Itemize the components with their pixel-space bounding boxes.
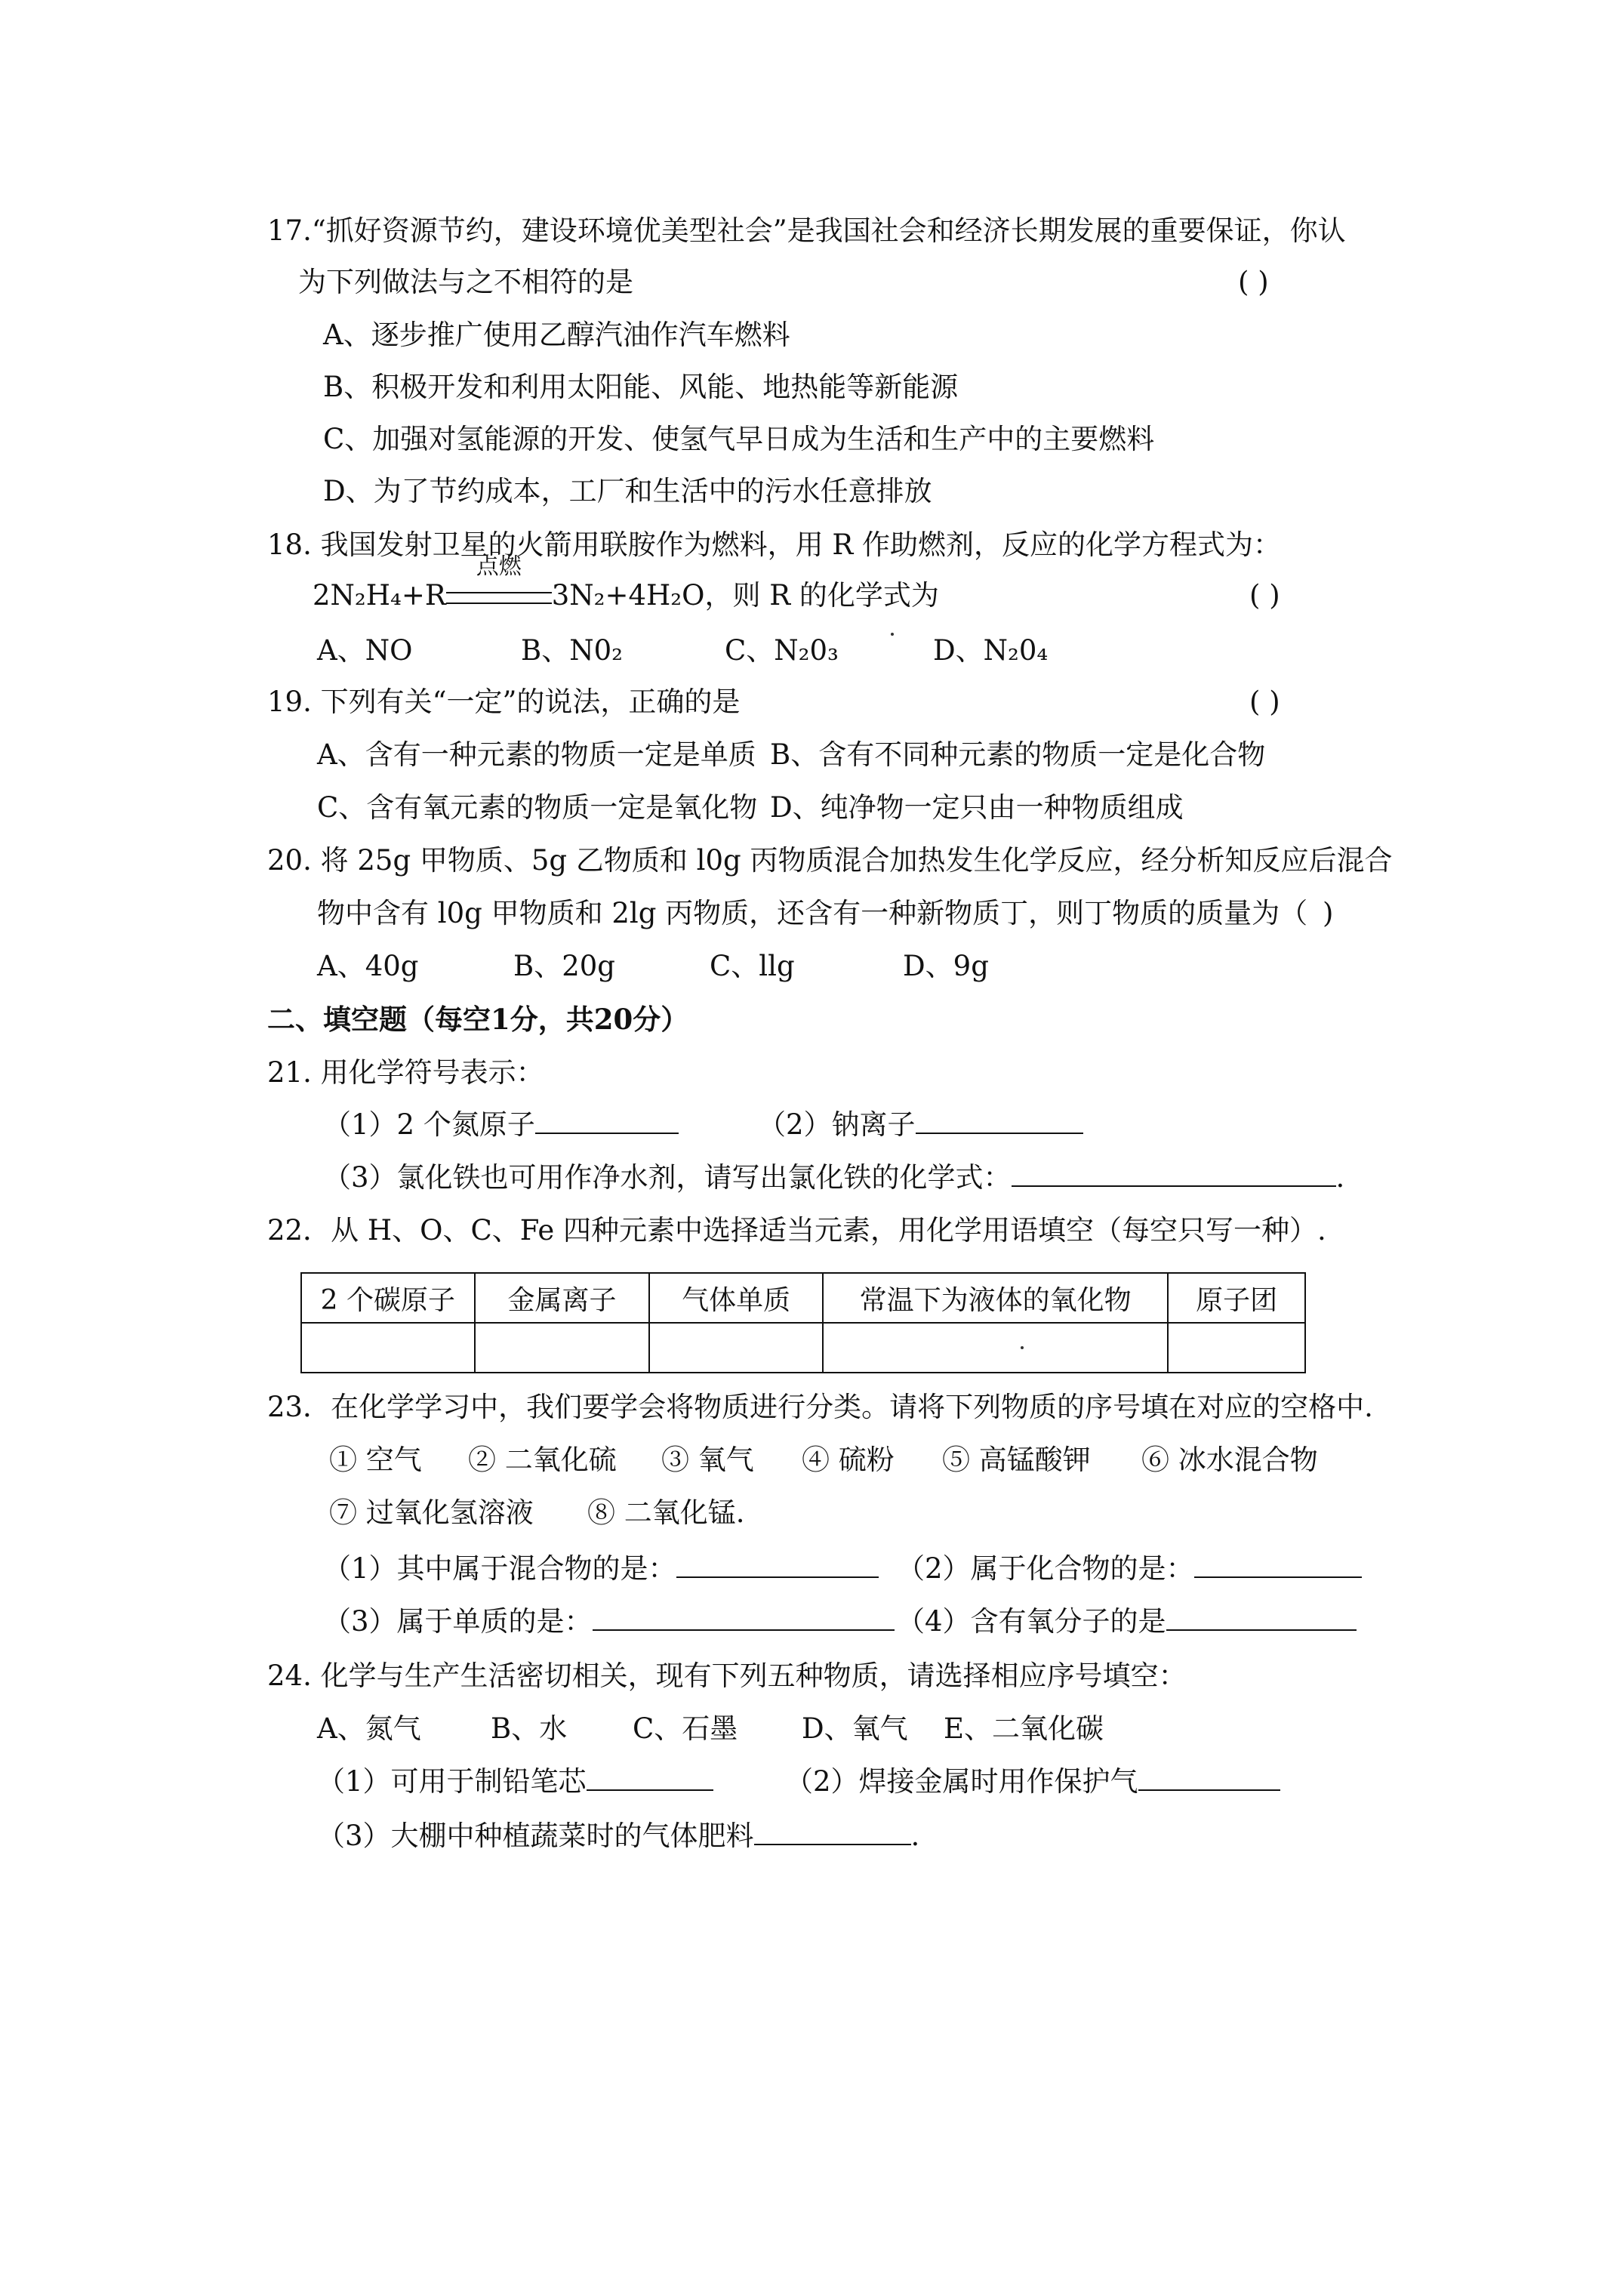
table-answer-cell[interactable] <box>301 1323 475 1373</box>
table-answer-cell[interactable] <box>475 1323 650 1373</box>
q24-item1-blank[interactable] <box>587 1764 713 1791</box>
table-answer-cell[interactable] <box>649 1323 823 1373</box>
q19-stem: 19. 下列有关“一定”的说法，正确的是 <box>267 686 741 718</box>
q23-substance-3: ③ 氧气 <box>661 1444 754 1476</box>
q18-answer-paren: ( ) <box>1249 579 1280 612</box>
q23-substance-2: ② 二氧化硫 <box>468 1444 617 1476</box>
scan-speck <box>891 633 894 636</box>
q23-item2-blank[interactable] <box>1194 1551 1362 1578</box>
q24-option-e: E、二氧化碳 <box>944 1712 1104 1745</box>
table-header-cell: 金属离子 <box>475 1273 650 1323</box>
table-header-cell: 常温下为液体的氧化物 <box>823 1273 1168 1323</box>
q23-item3-label: （3）属于单质的是： <box>323 1605 593 1638</box>
q18-option-d: D、N₂0₄ <box>933 634 1049 667</box>
q21-stem: 21. 用化学符号表示： <box>267 1056 544 1089</box>
q21-item3-blank[interactable] <box>1012 1160 1336 1187</box>
q18-equation-left: 2N₂H₄+R <box>313 579 446 612</box>
q20-answer-paren-close: ) <box>1323 897 1334 929</box>
q17-answer-paren: ( ) <box>1238 266 1269 298</box>
q24-option-c: C、石墨 <box>633 1712 738 1745</box>
q23-item3-blank[interactable] <box>593 1604 895 1631</box>
q21-item3-label: （3）氯化铁也可用作净水剂，请写出氯化铁的化学式： <box>323 1161 1012 1194</box>
q24-item2 <box>785 1764 1280 1800</box>
q18-equation-arrow <box>446 553 552 614</box>
table-header-cell: 原子团 <box>1168 1273 1305 1323</box>
q23-item4-blank[interactable] <box>1166 1604 1357 1631</box>
q21-item1-label: （1）2 个氮原子 <box>323 1108 535 1141</box>
q17-option-a: A、逐步推广使用乙醇汽油作汽车燃料 <box>323 319 790 351</box>
q21-item1-blank[interactable] <box>535 1107 679 1134</box>
q21-item2-blank[interactable] <box>916 1107 1083 1134</box>
q21-item1 <box>323 1107 679 1143</box>
q19-option-d: D、纯净物一定只由一种物质组成 <box>770 791 1184 824</box>
q23-substance-6: ⑥ 冰水混合物 <box>1141 1444 1318 1476</box>
q24-item2-blank[interactable] <box>1138 1764 1280 1791</box>
q20-option-c: C、llg <box>710 950 795 982</box>
q23-substance-8: ⑧ 二氧化锰. <box>587 1496 745 1529</box>
q20-option-b: B、20g <box>513 950 615 982</box>
q24-item1 <box>317 1764 713 1800</box>
q18-option-a: A、NO <box>317 634 413 667</box>
q21-item3-end: . <box>1335 1161 1345 1194</box>
section-title: 二、填空题（每空1分，共20分） <box>267 1003 689 1036</box>
q18-option-c: C、N₂0₃ <box>725 634 839 667</box>
q22-stem: 22．从 H、O、C、Fe 四种元素中选择适当元素，用化学用语填空（每空只写一种）. <box>267 1214 1326 1247</box>
q24-item3-blank[interactable] <box>754 1818 911 1845</box>
q19-option-a: A、含有一种元素的物质一定是单质 <box>317 738 756 771</box>
q23-substance-4: ④ 硫粉 <box>802 1444 895 1476</box>
q18-stem-line1: 18. 我国发射卫星的火箭用联胺作为燃料，用 R 作助燃剂，反应的化学方程式为： <box>267 529 1281 561</box>
q21-item2-label: （2）钠离子 <box>758 1108 916 1141</box>
q23-item1-blank[interactable] <box>676 1551 879 1578</box>
q23-item1-label: （1）其中属于混合物的是： <box>323 1552 676 1585</box>
q18-equation-condition: 点燃 <box>476 553 522 580</box>
table-header-cell: 气体单质 <box>649 1273 823 1323</box>
q21-item2 <box>758 1107 1083 1143</box>
q19-option-c: C、含有氧元素的物质一定是氧化物 <box>317 791 758 824</box>
table-answer-row <box>301 1323 1305 1373</box>
q18-equation <box>313 553 939 614</box>
q19-answer-paren: ( ) <box>1249 686 1280 718</box>
q23-substance-5: ⑤ 高锰酸钾 <box>942 1444 1091 1476</box>
table-header-row <box>301 1273 1305 1323</box>
q24-item3-end: . <box>910 1820 920 1852</box>
q23-item3 <box>323 1604 895 1640</box>
q20-option-a: A、40g <box>317 950 419 982</box>
q17-stem-line1: 17.“抓好资源节约，建设环境优美型社会”是我国社会和经济长期发展的重要保证，你认 <box>267 214 1346 247</box>
q23-stem: 23．在化学学习中，我们要学会将物质进行分类。请将下列物质的序号填在对应的空格中. <box>267 1391 1373 1423</box>
q24-item2-label: （2）焊接金属时用作保护气 <box>785 1765 1138 1798</box>
q23-substance-7: ⑦ 过氧化氢溶液 <box>329 1496 534 1529</box>
q24-stem: 24. 化学与生产生活密切相关，现有下列五种物质，请选择相应序号填空： <box>267 1660 1187 1692</box>
q20-option-d: D、9g <box>903 950 989 982</box>
q23-item4 <box>897 1604 1357 1640</box>
q20-stem-line1: 20. 将 25g 甲物质、5g 乙物质和 l0g 丙物质混合加热发生化学反应，经分析知反应后混合 <box>267 844 1393 877</box>
q17-stem-line2: 为下列做法与之不相符的是 <box>298 266 633 298</box>
q24-option-d: D、氧气 <box>802 1712 908 1745</box>
table-header-cell: 2 个碳原子 <box>301 1273 475 1323</box>
q21-item3 <box>323 1160 1344 1196</box>
q19-option-b: B、含有不同种元素的物质一定是化合物 <box>770 738 1266 771</box>
q17-option-b: B、积极开发和利用太阳能、风能、地热能等新能源 <box>323 371 959 403</box>
q22-answer-table <box>300 1272 1306 1373</box>
q23-item4-label: （4）含有氧分子的是 <box>897 1605 1166 1638</box>
q24-option-b: B、水 <box>491 1712 568 1745</box>
q17-option-c: C、加强对氢能源的开发、使氢气早日成为生活和生产中的主要燃料 <box>323 423 1155 455</box>
scan-speck <box>1021 1346 1024 1349</box>
q23-item1 <box>323 1551 879 1587</box>
q24-item3-label: （3）大棚中种植蔬菜时的气体肥料 <box>317 1820 754 1852</box>
q23-item2-label: （2）属于化合物的是： <box>897 1552 1194 1585</box>
q18-option-b: B、N0₂ <box>521 634 623 667</box>
q24-item3 <box>317 1818 919 1854</box>
q24-option-a: A、氮气 <box>317 1712 421 1745</box>
q17-option-d: D、为了节约成本，工厂和生活中的污水任意排放 <box>323 475 932 507</box>
q18-equation-right: 3N₂+4H₂O，则 R 的化学式为 <box>551 579 939 612</box>
table-answer-cell[interactable] <box>823 1323 1168 1373</box>
q23-substance-1: ① 空气 <box>329 1444 422 1476</box>
q23-item2 <box>897 1551 1362 1587</box>
q24-item1-label: （1）可用于制铅笔芯 <box>317 1765 587 1798</box>
q20-stem-line2: 物中含有 l0g 甲物质和 2lg 丙物质，还含有一种新物质丁，则丁物质的质量为（ <box>317 897 1308 929</box>
table-answer-cell[interactable] <box>1168 1323 1305 1373</box>
